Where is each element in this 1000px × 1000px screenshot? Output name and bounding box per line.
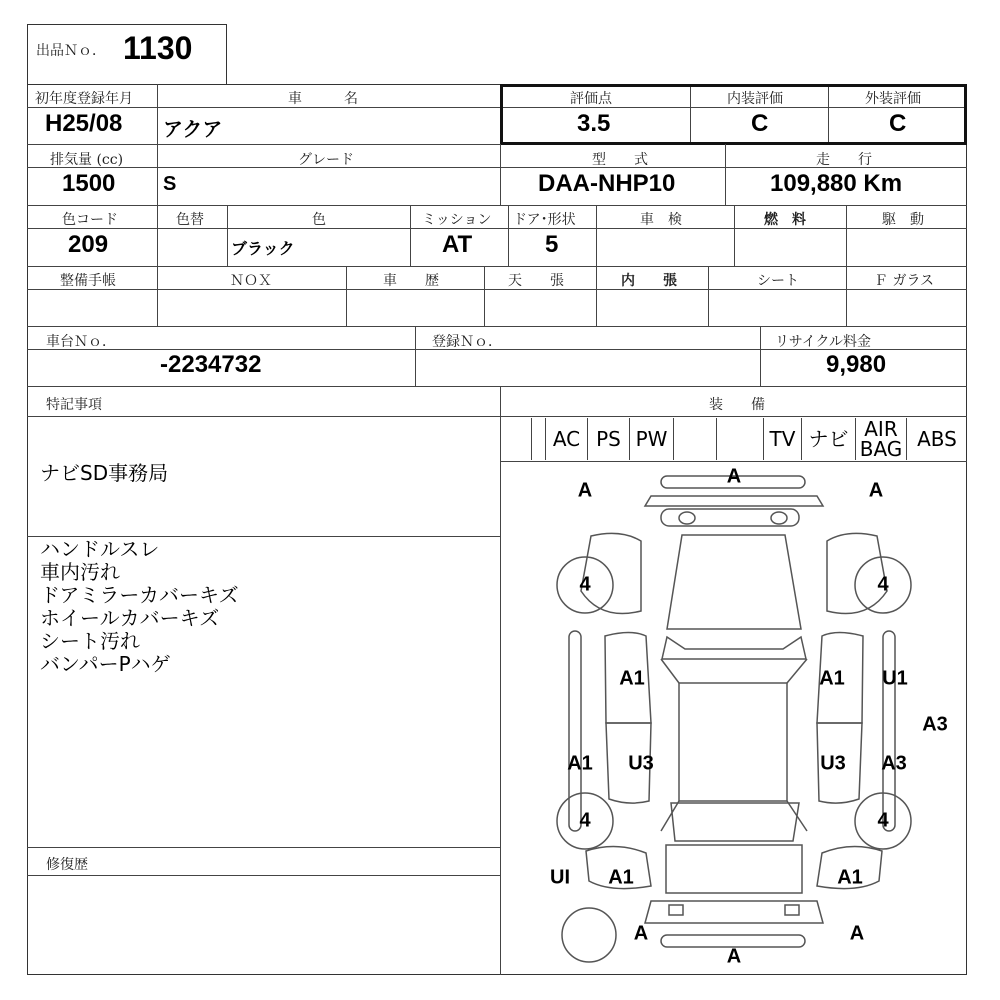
color-label: 色 (312, 212, 326, 228)
mileage-label: 走 行 (816, 152, 872, 168)
mission-label: ミッション (422, 212, 492, 228)
recycle-value: 9,980 (826, 351, 887, 378)
maintenance-label: 整備手帳 (60, 273, 116, 289)
regno-label: 登録Ｎｏ． (432, 334, 502, 350)
interior-lining-label: 内 張 (621, 273, 677, 289)
roof-frame (661, 659, 807, 831)
left-pillar (569, 631, 581, 831)
mark-left-rear-door-a: A1 (567, 752, 593, 775)
chassis-label: 車台Ｎｏ． (46, 334, 116, 350)
displacement-value: 1500 (62, 170, 116, 197)
rear-lamp-right (785, 905, 799, 915)
colorcode-label: 色コード (62, 212, 118, 228)
displacement-label: 排気量 (cc) (50, 152, 124, 168)
tailgate (666, 845, 802, 893)
mark-right-front-door: A1 (819, 667, 845, 690)
reg-value: H25/08 (45, 110, 123, 137)
mileage-value: 109,880 Km (770, 170, 903, 197)
color-value: ブラック (231, 239, 295, 258)
recycle-label: リサイクル料金 (775, 334, 872, 350)
mark-left-rear-door-u: U3 (628, 752, 654, 775)
model-value: DAA-NHP10 (538, 170, 676, 197)
interior-label: 内装評価 (727, 91, 783, 107)
front-glass-label: Ｆ ガラス (874, 273, 935, 289)
mark-rear-right: A (849, 922, 865, 945)
equip-blank-1 (531, 418, 546, 460)
mark-front-right: A (868, 479, 884, 502)
exterior-value: C (889, 110, 907, 137)
mission-value: AT (442, 231, 473, 258)
equip-abs: ABS (917, 427, 957, 451)
mark-rear-left: A (633, 922, 649, 945)
equip-navi: ナビ (802, 418, 856, 460)
door-value: 5 (545, 231, 559, 258)
lot-number: 1130 (123, 30, 193, 66)
equipment-title: 装 備 (709, 397, 765, 413)
interior-value: C (751, 110, 769, 137)
chassis-value: -2234732 (160, 351, 262, 378)
equip-tv: TV (764, 418, 802, 460)
windshield (662, 637, 806, 659)
rear-window (671, 803, 799, 841)
lot-label: 出品Ｎｏ． (36, 43, 106, 59)
mark-right-rear-a: A3 (881, 752, 907, 775)
colorcode-value: 209 (68, 231, 109, 258)
headlight-right (771, 512, 787, 524)
score-label: 評価点 (570, 91, 612, 107)
exterior-label: 外装評価 (865, 91, 921, 107)
model-label: 型 式 (592, 152, 648, 168)
mark-left-rear-ui: UI (550, 866, 570, 889)
grade-value: S (163, 173, 177, 195)
colorchange-label: 色替 (176, 212, 204, 228)
mark-rear-bumper: A (726, 945, 742, 968)
equip-blank-2 (674, 418, 717, 460)
inspection-label: 車 検 (640, 212, 682, 228)
equip-blank-3 (717, 418, 764, 460)
notes-list: ハンドルスレ 車内汚れ ドアミラーカバーキズ ホイールカバーキズ シート汚れ バンパーPハゲ (40, 537, 239, 676)
mark-tire-rr: 4 (877, 809, 889, 832)
mark-left-rear-a1: A1 (608, 866, 634, 889)
hood-front-outline (645, 496, 823, 506)
score-value: 3.5 (577, 110, 611, 137)
mark-right-fender-u: U1 (882, 667, 908, 690)
reg-label: 初年度登録年月 (35, 91, 133, 107)
history-label: 車 歴 (383, 273, 439, 289)
equip-airbag: AIR BAG (856, 418, 907, 460)
equip-ps: PS (588, 418, 630, 460)
mark-front-bumper: A (726, 465, 742, 488)
headlight-left (679, 512, 695, 524)
grade-label: グレード (298, 152, 354, 168)
name-label: 車 名 (288, 91, 358, 107)
car-damage-diagram (501, 461, 967, 975)
spare-tire-shape (562, 908, 616, 962)
mark-right-rear-door-u: U3 (820, 752, 846, 775)
notes-title: 特記事項 (46, 397, 102, 413)
door-label: ドア･形状 (513, 212, 576, 228)
hood (667, 535, 801, 629)
mark-tire-fl: 4 (579, 573, 591, 596)
right-pillar (883, 631, 895, 831)
name-value: アクア (163, 117, 223, 141)
equip-pw: PW (630, 418, 674, 460)
mark-right-side-far: A3 (922, 713, 948, 736)
drive-label: 駆 動 (882, 212, 924, 228)
roof (679, 683, 787, 801)
roof-lining-label: 天 張 (508, 273, 564, 289)
rear-lamp-left (669, 905, 683, 915)
repair-title: 修復歴 (46, 857, 88, 873)
mark-tire-fr: 4 (877, 573, 889, 596)
notes-line1: ナビSD事務局 (40, 461, 169, 485)
mark-right-rear-a1: A1 (837, 866, 863, 889)
nox-label: ＮＯＸ (230, 273, 272, 289)
fuel-label: 燃 料 (764, 212, 806, 228)
equip-ac: AC (546, 418, 588, 460)
mark-tire-rl: 4 (579, 809, 591, 832)
mark-left-front-door: A1 (619, 667, 645, 690)
seat-label: シート (757, 273, 799, 289)
mark-front-left: A (577, 479, 593, 502)
